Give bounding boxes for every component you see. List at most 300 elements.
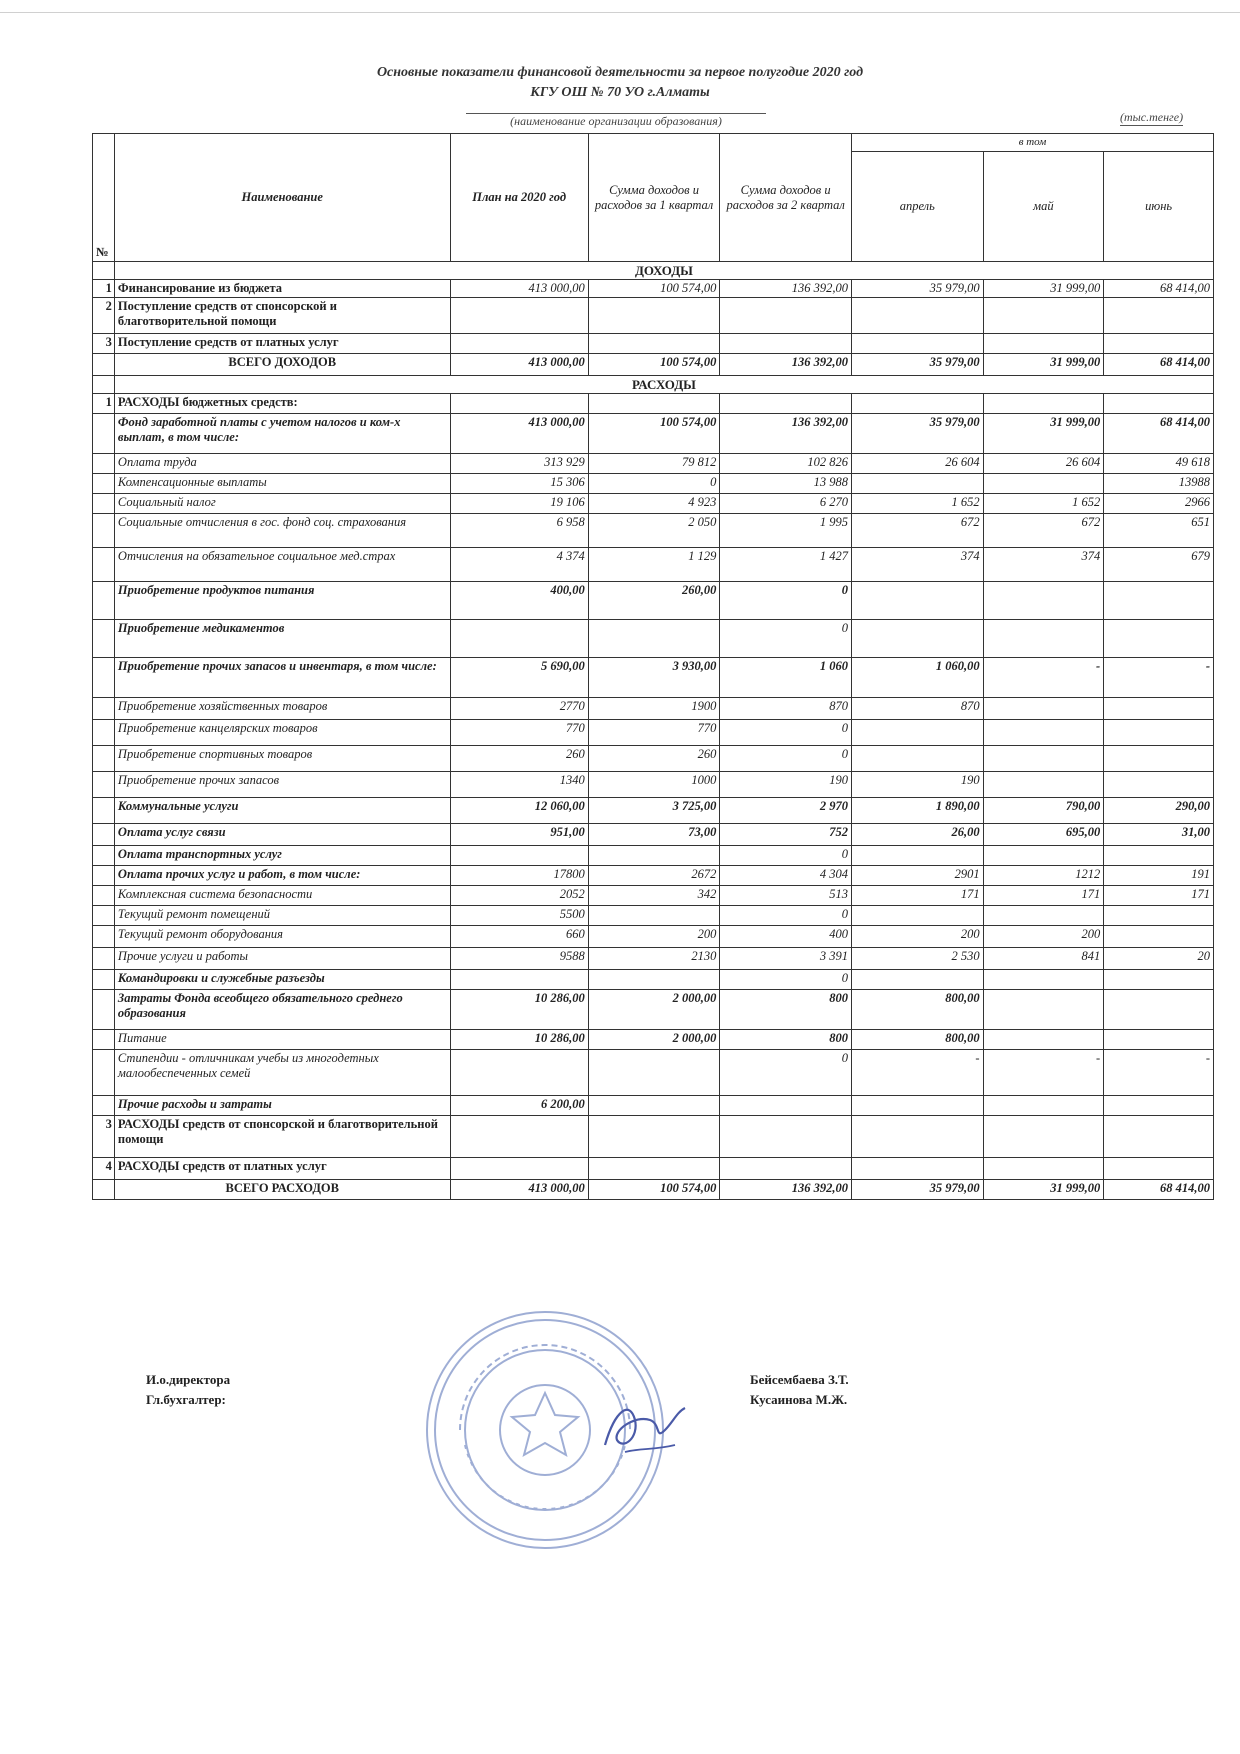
expense-row: [93, 620, 1214, 658]
row-name: Оплата прочих услуг и работ, в том числе:: [114, 866, 450, 886]
cell-q2: 190: [720, 772, 852, 798]
expense-row: [93, 886, 1214, 906]
col-name-header: Наименование: [114, 134, 450, 262]
cell-plan: 1340: [450, 772, 588, 798]
cell-apr: 870: [851, 698, 983, 720]
row-number: [93, 494, 115, 514]
expense-row: [93, 1158, 1214, 1180]
cell-q2: 800: [720, 990, 852, 1030]
cell-jun: 68 414,00: [1104, 1180, 1214, 1200]
cell-may: [983, 772, 1104, 798]
expense-row: [93, 548, 1214, 582]
cell-apr: [851, 1116, 983, 1158]
cell-may: [983, 474, 1104, 494]
cell-jun: 290,00: [1104, 798, 1214, 824]
cell-apr: [851, 474, 983, 494]
cell-apr: [851, 620, 983, 658]
cell-plan: 413 000,00: [450, 354, 588, 376]
cell-q2: 6 270: [720, 494, 852, 514]
expense-row: [93, 948, 1214, 970]
expense-row: [93, 394, 1214, 414]
expense-row: [93, 990, 1214, 1030]
row-name: Приобретение медикаментов: [114, 620, 450, 658]
cell-q2: [720, 334, 852, 354]
cell-q2: 136 392,00: [720, 1180, 852, 1200]
cell-apr: [851, 846, 983, 866]
cell-jun: [1104, 582, 1214, 620]
row-number: 2: [93, 298, 115, 334]
cell-q1: 2 000,00: [588, 1030, 720, 1050]
expense-row: [93, 798, 1214, 824]
cell-apr: 1 060,00: [851, 658, 983, 698]
row-number: [93, 1030, 115, 1050]
cell-jun: [1104, 1158, 1214, 1180]
cell-jun: 49 618: [1104, 454, 1214, 474]
row-name: Приобретение хозяйственных товаров: [114, 698, 450, 720]
cell-may: [983, 394, 1104, 414]
cell-q1: 100 574,00: [588, 280, 720, 298]
income-section-title: ДОХОДЫ: [114, 262, 1213, 280]
cell-apr: [851, 970, 983, 990]
cell-plan: 400,00: [450, 582, 588, 620]
cell-apr: [851, 394, 983, 414]
cell-jun: 68 414,00: [1104, 280, 1214, 298]
cell-q2: 0: [720, 720, 852, 746]
cell-may: [983, 1030, 1104, 1050]
row-name: Социальные отчисления в гос. фонд соц. страхования: [114, 514, 450, 548]
cell-may: 171: [983, 886, 1104, 906]
row-number: 3: [93, 1116, 115, 1158]
cell-q1: 260,00: [588, 582, 720, 620]
row-number: [93, 990, 115, 1030]
cell-apr: 26 604: [851, 454, 983, 474]
expense-row: [93, 1050, 1214, 1096]
cell-apr: 171: [851, 886, 983, 906]
cell-jun: [1104, 970, 1214, 990]
expense-row: [93, 414, 1214, 454]
cell-may: -: [983, 658, 1104, 698]
cell-q2: [720, 1096, 852, 1116]
cell-q2: 1 995: [720, 514, 852, 548]
cell-apr: 1 652: [851, 494, 983, 514]
accountant-label: Гл.бухгалтер:: [146, 1392, 226, 1407]
cell-plan: 2770: [450, 698, 588, 720]
cell-apr: [851, 1096, 983, 1116]
cell-jun: [1104, 846, 1214, 866]
expense-section-title: РАСХОДЫ: [114, 376, 1213, 394]
row-number: [93, 926, 115, 948]
row-number: [93, 772, 115, 798]
organization-note: (наименование организации образования): [466, 113, 766, 129]
row-number: [93, 620, 115, 658]
cell-jun: [1104, 620, 1214, 658]
expense-row: [93, 698, 1214, 720]
expense-section-row: [93, 376, 1214, 394]
cell-plan: 5 690,00: [450, 658, 588, 698]
cell-apr: 672: [851, 514, 983, 548]
cell-may: [983, 1158, 1104, 1180]
expense-row: [93, 746, 1214, 772]
row-name: Комплексная система безопасности: [114, 886, 450, 906]
row-name: Прочие расходы и затраты: [114, 1096, 450, 1116]
cell-may: 31 999,00: [983, 280, 1104, 298]
row-name: Командировки и служебные разъезды: [114, 970, 450, 990]
cell-jun: [1104, 698, 1214, 720]
cell-may: 1 652: [983, 494, 1104, 514]
cell-may: 26 604: [983, 454, 1104, 474]
cell-may: 790,00: [983, 798, 1104, 824]
row-name: Компенсационные выплаты: [114, 474, 450, 494]
cell-may: 1212: [983, 866, 1104, 886]
cell-q1: 2672: [588, 866, 720, 886]
cell-jun: [1104, 926, 1214, 948]
cell-q2: 13 988: [720, 474, 852, 494]
row-number: [93, 514, 115, 548]
cell-may: [983, 1116, 1104, 1158]
row-name: РАСХОДЫ средств от спонсорской и благотворительной помощи: [114, 1116, 450, 1158]
cell-q2: 0: [720, 970, 852, 990]
income-row: [93, 280, 1214, 298]
cell-jun: [1104, 394, 1214, 414]
organization-title: КГУ ОШ № 70 УО г.Алматы: [530, 85, 710, 100]
cell-apr: [851, 746, 983, 772]
cell-apr: 35 979,00: [851, 1180, 983, 1200]
cell-plan: 4 374: [450, 548, 588, 582]
cell-jun: [1104, 1116, 1214, 1158]
cell-may: 31 999,00: [983, 1180, 1104, 1200]
cell-may: 695,00: [983, 824, 1104, 846]
cell-q2: 136 392,00: [720, 280, 852, 298]
row-number: [93, 454, 115, 474]
expense-total-row: [93, 1180, 1214, 1200]
expense-row: [93, 926, 1214, 948]
cell-q2: 2 970: [720, 798, 852, 824]
cell-q1: 0: [588, 474, 720, 494]
cell-jun: 68 414,00: [1104, 414, 1214, 454]
cell-plan: [450, 970, 588, 990]
row-name: ВСЕГО ДОХОДОВ: [114, 354, 450, 376]
cell-q2: 4 304: [720, 866, 852, 886]
cell-apr: 800,00: [851, 1030, 983, 1050]
cell-plan: 12 060,00: [450, 798, 588, 824]
cell-q1: 100 574,00: [588, 354, 720, 376]
cell-q1: 3 930,00: [588, 658, 720, 698]
expense-row: [93, 970, 1214, 990]
cell-jun: [1104, 720, 1214, 746]
cell-plan: 15 306: [450, 474, 588, 494]
cell-apr: 2901: [851, 866, 983, 886]
row-number: [93, 1180, 115, 1200]
expense-row: [93, 720, 1214, 746]
expense-row: [93, 772, 1214, 798]
cell-jun: [1104, 906, 1214, 926]
income-total-row: [93, 354, 1214, 376]
expense-row: [93, 474, 1214, 494]
cell-may: -: [983, 1050, 1104, 1096]
row-number: [93, 1096, 115, 1116]
cell-jun: [1104, 746, 1214, 772]
row-number: [93, 1050, 115, 1096]
cell-q1: 4 923: [588, 494, 720, 514]
cell-plan: [450, 298, 588, 334]
report-title: Основные показатели финансовой деятельности за первое полугодие 2020 год: [376, 65, 864, 80]
col-no-header: №: [93, 134, 115, 262]
cell-may: [983, 970, 1104, 990]
row-number: [93, 548, 115, 582]
cell-q2: 136 392,00: [720, 414, 852, 454]
row-name: Прочие услуги и работы: [114, 948, 450, 970]
table-body: [93, 262, 1214, 1200]
cell-q2: 800: [720, 1030, 852, 1050]
cell-plan: [450, 1158, 588, 1180]
cell-q1: 770: [588, 720, 720, 746]
row-name: Текущий ремонт помещений: [114, 906, 450, 926]
row-number: [93, 866, 115, 886]
row-name: Питание: [114, 1030, 450, 1050]
cell-q2: 400: [720, 926, 852, 948]
cell-q2: 1 060: [720, 658, 852, 698]
cell-q2: 870: [720, 698, 852, 720]
cell-q1: 200: [588, 926, 720, 948]
cell-q1: [588, 1158, 720, 1180]
income-section-row: [93, 262, 1214, 280]
row-name: Оплата труда: [114, 454, 450, 474]
cell-plan: 260: [450, 746, 588, 772]
row-number: [93, 474, 115, 494]
cell-q2: 102 826: [720, 454, 852, 474]
financial-table: [92, 133, 1214, 1200]
row-name: Фонд заработной платы с учетом налогов и ком-х выплат, в том числе:: [114, 414, 450, 454]
cell-q1: 100 574,00: [588, 1180, 720, 1200]
cell-jun: [1104, 990, 1214, 1030]
cell-q1: [588, 846, 720, 866]
cell-jun: [1104, 772, 1214, 798]
row-name: Поступление средств от платных услуг: [114, 334, 450, 354]
section-no-cell: [93, 262, 115, 280]
cell-plan: [450, 1050, 588, 1096]
cell-may: [983, 990, 1104, 1030]
cell-apr: 35 979,00: [851, 354, 983, 376]
director-label: И.о.директора: [146, 1372, 231, 1387]
expense-row: [93, 514, 1214, 548]
row-number: [93, 970, 115, 990]
cell-q1: [588, 394, 720, 414]
cell-q2: [720, 394, 852, 414]
cell-q1: 73,00: [588, 824, 720, 846]
row-number: [93, 698, 115, 720]
income-row: [93, 334, 1214, 354]
cell-q1: 100 574,00: [588, 414, 720, 454]
cell-apr: 374: [851, 548, 983, 582]
cell-may: [983, 1096, 1104, 1116]
cell-q2: 513: [720, 886, 852, 906]
cell-q1: [588, 334, 720, 354]
cell-q1: [588, 1116, 720, 1158]
cell-may: [983, 582, 1104, 620]
row-number: 1: [93, 280, 115, 298]
cell-apr: 200: [851, 926, 983, 948]
row-name: Приобретение прочих запасов: [114, 772, 450, 798]
col-jun-header: июнь: [1104, 152, 1214, 262]
cell-q1: 1000: [588, 772, 720, 798]
expense-row: [93, 582, 1214, 620]
cell-jun: 2966: [1104, 494, 1214, 514]
scan-edge-line: [0, 12, 1240, 13]
cell-jun: [1104, 1096, 1214, 1116]
cell-jun: 68 414,00: [1104, 354, 1214, 376]
cell-apr: 800,00: [851, 990, 983, 1030]
cell-q2: 0: [720, 906, 852, 926]
cell-q2: 0: [720, 1050, 852, 1096]
cell-plan: 6 200,00: [450, 1096, 588, 1116]
cell-plan: [450, 846, 588, 866]
cell-q1: [588, 1096, 720, 1116]
header-row-top: [93, 134, 1214, 152]
cell-plan: 10 286,00: [450, 1030, 588, 1050]
row-name: Приобретение прочих запасов и инвентаря, в том числе:: [114, 658, 450, 698]
cell-jun: -: [1104, 1050, 1214, 1096]
row-name: ВСЕГО РАСХОДОВ: [114, 1180, 450, 1200]
cell-plan: 413 000,00: [450, 414, 588, 454]
row-number: [93, 658, 115, 698]
cell-q2: 0: [720, 620, 852, 658]
row-number: 1: [93, 394, 115, 414]
row-number: [93, 720, 115, 746]
cell-plan: 5500: [450, 906, 588, 926]
col-q2-header: Сумма доходов и расходов за 2 квартал: [720, 134, 852, 262]
row-number: [93, 886, 115, 906]
row-name: Стипендии - отличникам учебы из многодетных малообеспеченных семей: [114, 1050, 450, 1096]
cell-q1: [588, 620, 720, 658]
cell-may: [983, 720, 1104, 746]
expense-row: [93, 658, 1214, 698]
col-apr-header: апрель: [851, 152, 983, 262]
cell-q1: 2130: [588, 948, 720, 970]
row-number: [93, 846, 115, 866]
cell-may: [983, 298, 1104, 334]
expense-row: [93, 846, 1214, 866]
cell-jun: 20: [1104, 948, 1214, 970]
row-number: [93, 798, 115, 824]
cell-plan: 313 929: [450, 454, 588, 474]
cell-q1: 3 725,00: [588, 798, 720, 824]
cell-q2: 1 427: [720, 548, 852, 582]
cell-q1: [588, 298, 720, 334]
cell-may: [983, 698, 1104, 720]
row-name: РАСХОДЫ средств от платных услуг: [114, 1158, 450, 1180]
cell-plan: 10 286,00: [450, 990, 588, 1030]
col-group-header: в том: [851, 134, 1213, 152]
row-name: Социальный налог: [114, 494, 450, 514]
cell-q2: 0: [720, 582, 852, 620]
cell-plan: 2052: [450, 886, 588, 906]
cell-may: 841: [983, 948, 1104, 970]
expense-row: [93, 824, 1214, 846]
cell-q1: 2 050: [588, 514, 720, 548]
row-name: Затраты Фонда всеобщего обязательного среднего образования: [114, 990, 450, 1030]
row-number: 4: [93, 1158, 115, 1180]
cell-q2: 0: [720, 746, 852, 772]
row-name: Поступление средств от спонсорской и благотворительной помощи: [114, 298, 450, 334]
cell-apr: 35 979,00: [851, 280, 983, 298]
accountant-name: Кусаинова М.Ж.: [750, 1392, 848, 1407]
cell-plan: 19 106: [450, 494, 588, 514]
cell-apr: [851, 334, 983, 354]
cell-q2: 752: [720, 824, 852, 846]
cell-q1: 79 812: [588, 454, 720, 474]
row-number: [93, 948, 115, 970]
expense-row: [93, 454, 1214, 474]
cell-plan: 6 958: [450, 514, 588, 548]
cell-q2: 0: [720, 846, 852, 866]
cell-q2: [720, 1158, 852, 1180]
row-number: [93, 414, 115, 454]
row-name: Оплата транспортных услуг: [114, 846, 450, 866]
cell-q2: 136 392,00: [720, 354, 852, 376]
expense-row: [93, 906, 1214, 926]
cell-q1: [588, 906, 720, 926]
cell-may: 31 999,00: [983, 354, 1104, 376]
cell-plan: 413 000,00: [450, 1180, 588, 1200]
cell-apr: 35 979,00: [851, 414, 983, 454]
row-number: [93, 582, 115, 620]
cell-jun: 13988: [1104, 474, 1214, 494]
cell-plan: [450, 334, 588, 354]
section-no-cell: [93, 376, 115, 394]
cell-jun: 191: [1104, 866, 1214, 886]
cell-q1: 1900: [588, 698, 720, 720]
cell-apr: [851, 298, 983, 334]
cell-may: [983, 334, 1104, 354]
expense-row: [93, 1096, 1214, 1116]
cell-may: [983, 906, 1104, 926]
cell-jun: 171: [1104, 886, 1214, 906]
row-name: Финансирование из бюджета: [114, 280, 450, 298]
cell-may: 200: [983, 926, 1104, 948]
cell-q2: [720, 1116, 852, 1158]
row-name: Оплата услуг связи: [114, 824, 450, 846]
cell-plan: 660: [450, 926, 588, 948]
cell-may: [983, 746, 1104, 772]
cell-plan: 9588: [450, 948, 588, 970]
col-may-header: май: [983, 152, 1104, 262]
cell-apr: [851, 720, 983, 746]
cell-q1: 260: [588, 746, 720, 772]
expense-row: [93, 494, 1214, 514]
cell-q1: 1 129: [588, 548, 720, 582]
cell-q2: 3 391: [720, 948, 852, 970]
cell-may: [983, 846, 1104, 866]
cell-apr: [851, 582, 983, 620]
cell-may: 672: [983, 514, 1104, 548]
unit-note: (тыс.тенге): [1120, 110, 1184, 124]
cell-jun: [1104, 1030, 1214, 1050]
cell-jun: [1104, 334, 1214, 354]
cell-jun: 31,00: [1104, 824, 1214, 846]
expense-row: [93, 1030, 1214, 1050]
cell-q1: [588, 1050, 720, 1096]
cell-apr: -: [851, 1050, 983, 1096]
cell-may: [983, 620, 1104, 658]
cell-plan: 951,00: [450, 824, 588, 846]
expense-row: [93, 1116, 1214, 1158]
row-name: Приобретение спортивных товаров: [114, 746, 450, 772]
cell-apr: [851, 1158, 983, 1180]
row-number: 3: [93, 334, 115, 354]
income-row: [93, 298, 1214, 334]
col-plan-header: План на 2020 год: [450, 134, 588, 262]
cell-may: 374: [983, 548, 1104, 582]
